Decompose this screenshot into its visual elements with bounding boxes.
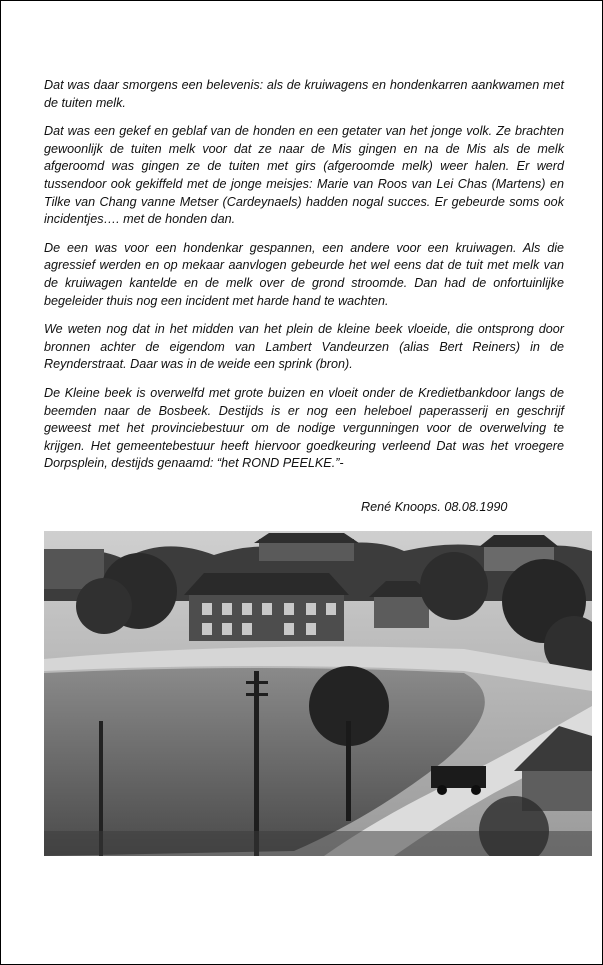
photo-illustration xyxy=(44,531,592,856)
paragraph-5: De Kleine beek is overwelfd met grote buizen en vloeit onder de Kredietbankdoor langs de beemden naar de Bosbeek. Destijds is er nog een heleboel paperasserij en geschrijf geweest met het provinciebestuur om de nodige vergunningen voor de overwelving te krijgen. Het gemeentebestuur heeft hiervoor goedkeuring verleend Dat was het vroegere Dorpsplein, destijds genaamd: “het ROND PEELKE.”- xyxy=(44,385,564,471)
paragraph-2: Dat was een gekef en geblaf van de honden en een getater van het jonge volk. Ze brachten gewoonlijk de tuiten melk voor dat ze naar de Mis gingen en na de Mis als de melk afgeroomd was gingen ze de tuiten met girs (afgeroomde melk) weer halen. Er werd tussendoor ook gekiffeld met de jonge meisjes: Marie van Roos van Lei Chas (Martens) en Tilke van Chang vanne Metser (Cardeynaels) hadden nogal succes. Er gebeurde soms ook incidentjes…. met de honden dan. xyxy=(44,124,564,227)
signature-line: René Knoops. 08.08.1990 xyxy=(361,500,508,514)
body-text xyxy=(44,77,564,484)
village-square-photo xyxy=(44,531,592,856)
paragraph-3: De een was voor een hondenkar gespannen, een andere voor een kruiwagen. Als die agressief werden en op mekaar aanvlogen gebeurde het wel eens dat de tuit met melk van de kruiwagen kantelde en de melk over de grond stroomde. Dan had de onfortuinlijke begeleider thuis nog een incident met harde hand te wachten. xyxy=(44,240,564,308)
paragraph-4: We weten nog dat in het midden van het plein de kleine beek vloeide, die ontsprong door bronnen achter de eigendom van Lambert Vandeurzen (alias Bert Reiners) in de Reynderstraat. Daar was in de weide een sprink (bron). xyxy=(44,322,564,372)
paragraph-1: Dat was daar smorgens een belevenis: als de kruiwagens en hondenkarren aankwamen met de tuiten melk. xyxy=(44,78,564,110)
